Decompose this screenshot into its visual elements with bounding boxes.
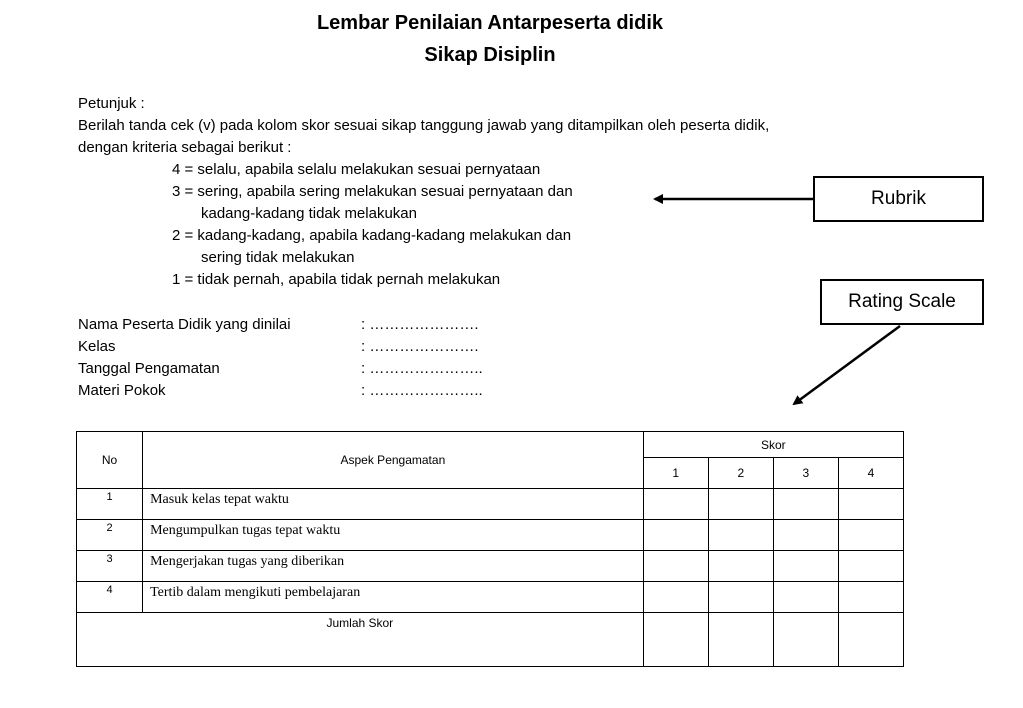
score-cell[interactable] [643,582,708,613]
total-label: Jumlah Skor [77,613,644,667]
instructions-heading: Petunjuk : [78,95,145,112]
score-cell[interactable] [838,551,903,582]
score-cell[interactable] [643,520,708,551]
score-header: 2 [708,458,773,489]
header-aspect: Aspek Pengamatan [143,432,644,489]
score-cell[interactable] [838,582,903,613]
score-cell[interactable] [773,489,838,520]
observation-table [76,431,904,667]
instructions-line: Berilah tanda cek (v) pada kolom skor sesuai sikap tanggung jawab yang ditampilkan oleh peserta didik, [78,117,770,134]
score-cell[interactable] [773,582,838,613]
criteria-item: kadang-kadang tidak melakukan [201,205,417,222]
page-subtitle: Sikap Disiplin [424,44,556,66]
score-cell[interactable] [708,582,773,613]
field-value: : …………………. [361,316,479,333]
row-aspect: Mengumpulkan tugas tepat waktu [143,520,644,551]
score-cell[interactable] [708,489,773,520]
criteria-item: sering tidak melakukan [201,249,355,266]
criteria-item: 1 = tidak pernah, apabila tidak pernah melakukan [172,271,501,288]
score-cell[interactable] [643,489,708,520]
rating-scale-arrow [794,326,900,404]
table-row [77,489,904,520]
total-score-cell[interactable] [773,613,838,667]
score-cell[interactable] [838,489,903,520]
score-cell[interactable] [708,551,773,582]
rating-scale-callout: Rating Scale [820,279,984,325]
row-number: 1 [77,489,143,520]
instructions-line: dengan kriteria sebagai berikut : [78,139,292,156]
row-aspect: Masuk kelas tepat waktu [143,489,644,520]
field-value: : …………………. [361,338,479,355]
total-score-cell[interactable] [708,613,773,667]
score-cell[interactable] [773,551,838,582]
total-row [77,613,904,667]
score-cell[interactable] [643,551,708,582]
criteria-item: 2 = kadang-kadang, apabila kadang-kadang melakukan dan [172,227,572,244]
score-header: 1 [643,458,708,489]
field-label: Kelas [78,338,116,355]
table-row [77,582,904,613]
row-aspect: Tertib dalam mengikuti pembelajaran [143,582,644,613]
criteria-item: 4 = selalu, apabila selalu melakukan sesuai pernyataan [172,161,541,178]
score-cell[interactable] [708,520,773,551]
criteria-item: 3 = sering, apabila sering melakukan sesuai pernyataan dan [172,183,573,200]
total-score-cell[interactable] [838,613,903,667]
field-label: Nama Peserta Didik yang dinilai [78,316,291,333]
score-cell[interactable] [773,520,838,551]
total-score-cell[interactable] [643,613,708,667]
field-value: : ………………….. [361,382,483,399]
table-row [77,551,904,582]
row-number: 3 [77,551,143,582]
score-header: 4 [838,458,903,489]
row-number: 2 [77,520,143,551]
field-label: Tanggal Pengamatan [78,360,220,377]
rubrik-callout: Rubrik [813,176,984,222]
score-cell[interactable] [838,520,903,551]
score-header: 3 [773,458,838,489]
header-score: Skor [643,432,903,458]
table-row [77,520,904,551]
header-no: No [77,432,143,489]
row-number: 4 [77,582,143,613]
page-title: Lembar Penilaian Antarpeserta didik [316,12,664,34]
field-label: Materi Pokok [78,382,166,399]
field-value: : ………………….. [361,360,483,377]
row-aspect: Mengerjakan tugas yang diberikan [143,551,644,582]
